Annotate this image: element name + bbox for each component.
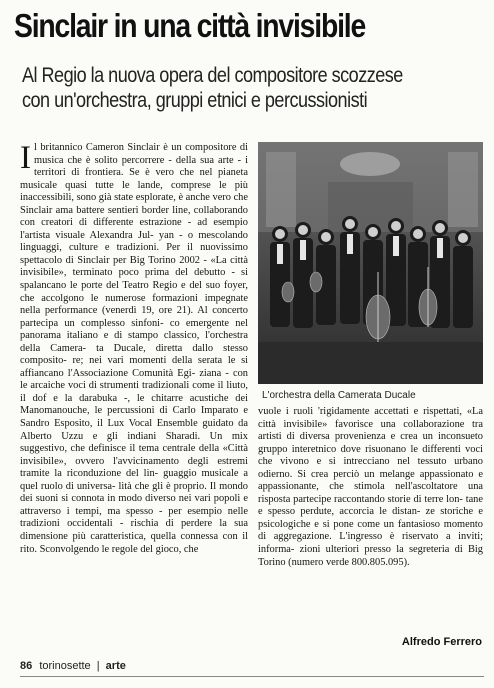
article-line: esempio nelle tradizioni occidentali - xyxy=(20,505,248,530)
article-line: melange appassionato e appassionante, xyxy=(258,468,483,493)
article-line: debutto - si spalancano le porte del Teatro xyxy=(20,267,248,292)
subheadline-line: con un'orchestra, gruppi etnici e percussionisti xyxy=(22,89,368,112)
article-line: interetnico dove risuonano le differenti xyxy=(291,443,466,455)
article-line: Torino (numero verde 800.805.095). xyxy=(258,556,410,568)
article-line: l britannico Cameron Sinclair è un xyxy=(34,142,186,153)
article-line: tradizionali come il liuto, il dof e la xyxy=(20,380,248,404)
article-line: compositore di musica che è solito xyxy=(34,142,248,166)
article-line: affiancano l'Associazione Comunità Egi- xyxy=(20,367,200,379)
article-column-1 xyxy=(20,142,248,634)
article-line: guaggio musicale a quel ruolo di universa- xyxy=(20,468,248,492)
article-line: Manomanouche, le percussioni di Carlo xyxy=(20,405,201,417)
article-line: creatori di differente estrazione - ad xyxy=(41,217,214,229)
footer-separator: | xyxy=(96,660,100,672)
author-byline: Alfredo Ferrero xyxy=(401,636,482,648)
article-line: rischia di perdere la sua dimensione più xyxy=(20,518,248,542)
orchestra-photo xyxy=(258,142,483,384)
article-line: una collaborazione tra artisti di diversa xyxy=(258,418,483,443)
article-line: connota in modo diverso nei vari popoli e xyxy=(71,493,248,505)
article-line: indiani Sharadi. Un mix suggestivo, che xyxy=(20,430,248,455)
article-line: ze storiche e psicologiche e si pone come xyxy=(258,506,483,530)
article-line: esempio l'artista visuale Alexandra Jul- xyxy=(20,217,248,241)
article-line: concerto partecipa un complesso sinfoni- xyxy=(20,305,248,329)
article-line: provenienza e crea un inconsueto gruppo xyxy=(258,431,483,455)
footer-rule xyxy=(20,676,484,677)
article-line: Sconvolgendo le regole del gioco, che xyxy=(39,543,199,555)
article-line: zioni ulteriori presso la segreteria di Big xyxy=(299,544,483,556)
article-line: L'ingresso è riservato a inviti; informa- xyxy=(258,531,483,556)
article-line: tane e spesso perdute, accorcia le distan- xyxy=(258,493,483,518)
article-line: tessuto urbano odierno. Si crea perciò un xyxy=(258,456,483,480)
article-line: stampo classico, l'orchestra della Camera- xyxy=(20,330,248,354)
page-footer xyxy=(20,660,484,672)
article-line: è anche vero che Sinclair ama battere xyxy=(20,192,248,216)
article-line: che stimola nell'ascoltatore una risposta xyxy=(258,481,483,505)
article-line: Sinclair per Big Torino 2002 - «La città xyxy=(77,254,248,266)
article-line: vuole i ruoli 'rigidamente accettati e xyxy=(258,406,424,417)
article-line: yan - o mescolando linguaggi, culture e xyxy=(20,229,248,254)
article-line: ta Ducale, diretta dallo stesso composito- xyxy=(20,342,248,367)
article-line: numerose formazioni impegnate nella xyxy=(20,292,248,317)
article-line: voci che vivono e si intrecciano nel xyxy=(258,443,483,468)
article-line: estremi tramite la riconduzione del lin- xyxy=(20,455,248,480)
article-line: ziana - con le arcaiche voci di strumenti xyxy=(20,367,248,392)
photo-caption: L'orchestra della Camerata Ducale xyxy=(262,390,416,401)
article-line: più inaccessibili, sono già state esplorate, xyxy=(20,179,248,204)
article-line: musicale quasi tutte le lande, comprese le xyxy=(20,179,235,191)
publication-name: torinosette xyxy=(39,660,91,672)
subheadline-line: Al Regio la nuova opera del compositore scozzese xyxy=(22,64,403,87)
article-line: Imparato e Sandro Esposito, il Lux Vocal xyxy=(20,405,248,430)
article-line: tradizioni. Per il nuovissimo spettacolo di xyxy=(20,242,248,266)
article-line: un fantasioso momento di aggregazione. xyxy=(258,518,483,543)
article-line: caratteristica, quella connessa con il rito. xyxy=(20,530,248,555)
article-line: invisibile», terminato poco prima del xyxy=(20,267,195,279)
article-line: percorrere - della sua arte - i territori xyxy=(34,154,248,179)
article-line: co emergente nel panorama italiano e di xyxy=(20,317,248,342)
article-line: invisibile», ovvero l'avvicinamento degli xyxy=(20,455,218,467)
article-line: partecipe raccontando storie di terre lon- xyxy=(293,493,466,505)
headline: Sinclair in una città invisibile xyxy=(14,7,366,44)
article-line: di frontiera. Se è vero che nel pianeta xyxy=(71,167,248,179)
article-line: performance (venerdì 19, ore 21). Al xyxy=(44,305,213,317)
article-line: attraverso i tempi, ma spesso - per xyxy=(20,505,188,517)
article-line: Regio e del suo foyer, che accolgono le xyxy=(20,280,248,304)
page-number: 86 xyxy=(20,660,33,672)
subheadline xyxy=(22,63,426,113)
article-line: rispettati, «La città invisibile» favorisce xyxy=(258,406,483,430)
article-line: lità che gli è proprio. Il mondo dei suoni si xyxy=(20,480,248,505)
article-line: re; nei vari momenti della serata le si xyxy=(72,355,248,367)
article-line: Ensemble guidato da Alberto Uzzu e gli xyxy=(20,418,248,442)
article-line: definisce il tema centrale della «Città xyxy=(88,443,248,455)
article-line: sentieri border line, collaborando con xyxy=(20,204,248,229)
drop-cap: I xyxy=(20,142,31,176)
section-name: arte xyxy=(105,660,126,672)
article-column-2 xyxy=(258,406,483,630)
article-line: darabuka -, le chitarre acustiche dei xyxy=(79,392,248,404)
